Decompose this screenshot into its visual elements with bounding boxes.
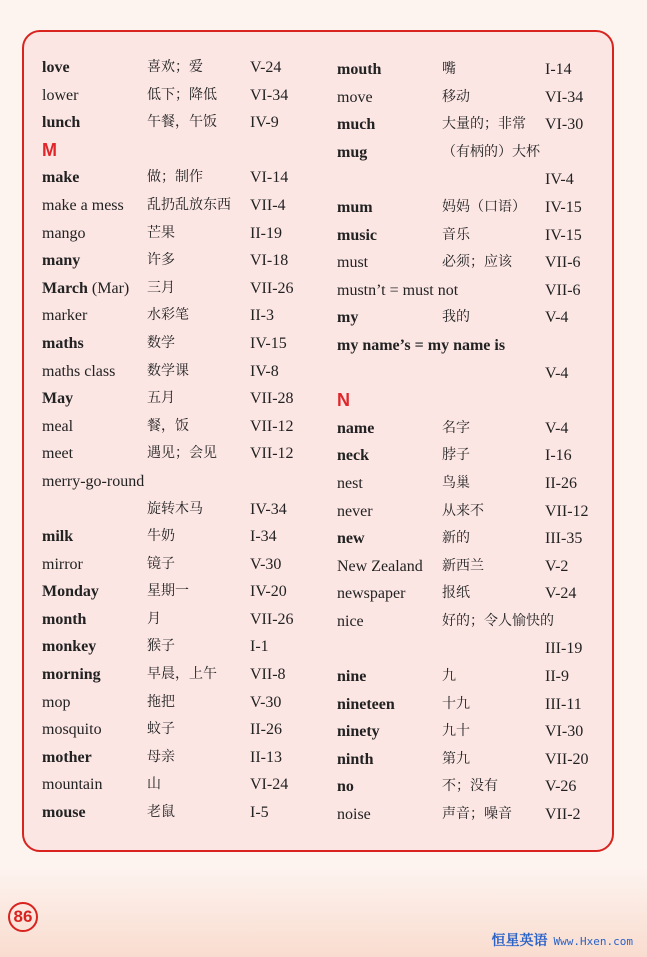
entry-chinese: （有柄的）大杯	[442, 143, 540, 160]
entry-word	[42, 551, 83, 579]
glossary-entry	[42, 496, 332, 524]
glossary-entry	[42, 744, 332, 772]
glossary-entry	[337, 194, 617, 222]
glossary-entry	[42, 330, 332, 358]
page-number: 86	[8, 902, 38, 932]
glossary-entry	[337, 442, 617, 470]
entry-word	[42, 523, 73, 551]
entry-word	[42, 468, 144, 496]
entry-word-text: neck	[337, 447, 369, 465]
entry-chinese: 旋转木马	[147, 500, 203, 517]
entry-unit-ref: IV-15	[545, 198, 582, 216]
glossary-entry	[42, 689, 332, 717]
entry-chinese: 第九	[442, 750, 470, 767]
entry-unit-ref: VII-12	[545, 502, 589, 520]
entry-chinese: 低下；降低	[147, 86, 217, 103]
glossary-entry	[42, 771, 332, 799]
entry-unit-ref: VII-12	[250, 445, 294, 463]
entry-unit-ref: VII-26	[250, 610, 294, 628]
entry-word-text: must	[337, 254, 369, 272]
entry-word-text: meet	[42, 445, 74, 463]
entry-word-text: my	[337, 309, 359, 327]
glossary-entry	[337, 525, 617, 553]
glossary-entry	[42, 275, 332, 303]
entry-word	[42, 440, 73, 468]
entry-word	[337, 249, 368, 277]
entry-unit-ref: I-1	[250, 638, 269, 656]
glossary-entry	[42, 661, 332, 689]
entry-word-text: no	[337, 778, 354, 796]
glossary-entry	[42, 385, 332, 413]
entry-unit-ref: V-24	[250, 59, 282, 76]
entry-word-text: marker	[42, 307, 88, 325]
entry-word-text: maths	[42, 334, 84, 352]
entry-word-text: May	[42, 390, 74, 408]
entry-chinese: 大量的；非常	[442, 116, 526, 133]
glossary-entry	[337, 222, 617, 250]
entry-word	[337, 222, 377, 250]
entry-word-text: mosquito	[42, 721, 102, 739]
glossary-entry	[337, 498, 617, 526]
glossary-entry	[42, 54, 332, 82]
entry-word-text: mustn’t = must not	[337, 281, 459, 299]
entry-unit-ref: V-24	[545, 585, 577, 603]
entry-word-text: many	[42, 252, 81, 270]
entry-chinese: 蚊子	[147, 721, 175, 738]
glossary-entry	[42, 358, 332, 386]
entry-chinese: 不；没有	[442, 778, 498, 795]
entry-chinese: 声音；噪音	[442, 806, 512, 823]
entry-word-text: Monday	[42, 583, 99, 601]
entry-chinese: 喜欢；爱	[147, 59, 203, 75]
entry-word-text: mouse	[42, 804, 86, 822]
entry-word-text: make a mess	[42, 196, 124, 214]
entry-word-text: nine	[337, 668, 367, 686]
entry-word	[337, 56, 381, 84]
glossary-entry	[337, 718, 617, 746]
entry-word-text: mountain	[42, 776, 103, 794]
glossary-entry	[42, 413, 332, 441]
entry-unit-ref: III-19	[545, 640, 583, 658]
glossary-entry	[337, 360, 617, 388]
entry-word	[337, 608, 364, 636]
section-letter-row	[42, 137, 332, 165]
entry-word	[337, 442, 369, 470]
glossary-entry	[42, 633, 332, 661]
entry-word	[42, 413, 73, 441]
entry-word-text: nice	[337, 612, 364, 630]
entry-word-text: mop	[42, 693, 71, 711]
entry-word-text: March	[42, 279, 88, 297]
entry-word	[42, 744, 92, 772]
entry-word-text: much	[337, 116, 376, 134]
entry-word	[42, 633, 96, 661]
entry-word-text: name	[337, 419, 375, 437]
entry-word	[42, 192, 124, 220]
entry-word-text: merry-go-round	[42, 472, 145, 490]
entry-chinese: 镜子	[147, 555, 175, 572]
glossary-entry	[42, 551, 332, 579]
entry-unit-ref: VII-2	[545, 806, 581, 824]
entry-chinese: 芒果	[147, 224, 175, 241]
entry-word	[337, 663, 366, 691]
glossary-entry	[42, 468, 332, 496]
entry-word	[42, 220, 86, 248]
entry-word	[42, 606, 86, 634]
entry-unit-ref: VI-34	[545, 88, 584, 106]
entry-abbrev: (Mar)	[87, 279, 130, 297]
entry-chinese: 鸟巢	[442, 474, 470, 491]
entry-chinese: 十九	[442, 695, 470, 712]
glossary-entry	[337, 139, 617, 167]
entry-chinese: 九	[442, 668, 456, 685]
watermark-brand: 恒星英语	[491, 933, 548, 949]
entry-word	[42, 771, 102, 799]
glossary-entry	[337, 773, 617, 801]
entry-word-text: mug	[337, 143, 368, 161]
entry-unit-ref: VI-24	[250, 776, 289, 794]
entry-word	[337, 746, 373, 774]
entry-chinese: 月	[147, 610, 161, 627]
glossary-entry	[337, 277, 617, 305]
entry-unit-ref: IV-34	[250, 500, 287, 518]
glossary-entry	[337, 608, 617, 636]
entry-word-text: new	[337, 530, 365, 548]
entry-word-text: lunch	[42, 114, 81, 132]
entry-chinese: 猴子	[147, 638, 175, 655]
entry-word	[42, 275, 129, 303]
glossary-entry	[337, 304, 617, 332]
entry-unit-ref: I-16	[545, 447, 572, 465]
entry-word-text: nest	[337, 474, 363, 492]
entry-word-text: meal	[42, 417, 74, 435]
entry-chinese: 三月	[147, 279, 175, 296]
entry-word	[337, 801, 371, 829]
entry-unit-ref: V-4	[545, 309, 569, 327]
entry-chinese: 脖子	[442, 447, 470, 464]
entry-chinese: 星期一	[147, 583, 189, 600]
entry-unit-ref: II-3	[250, 307, 274, 325]
entry-unit-ref: II-13	[250, 748, 282, 766]
glossary-entry	[42, 220, 332, 248]
entry-chinese: 做；制作	[147, 169, 203, 186]
entry-word	[337, 111, 375, 139]
entry-unit-ref: VI-34	[250, 86, 289, 104]
entry-unit-ref: II-9	[545, 668, 569, 686]
entry-unit-ref: IV-8	[250, 362, 279, 380]
glossary-entry	[337, 663, 617, 691]
entry-word	[42, 661, 101, 689]
entry-unit-ref: IV-9	[250, 114, 279, 132]
entry-word	[337, 415, 374, 443]
glossary-entry	[337, 249, 617, 277]
entry-word	[42, 578, 99, 606]
entry-unit-ref: VII-4	[250, 196, 286, 214]
entry-word-text: month	[42, 610, 87, 628]
entry-unit-ref: VII-20	[545, 750, 589, 768]
entry-unit-ref: IV-20	[250, 583, 287, 601]
entry-chinese: 数学	[147, 334, 175, 351]
entry-word	[42, 689, 70, 717]
entry-word-text: move	[337, 88, 373, 106]
entry-chinese: 我的	[442, 309, 470, 326]
glossary-entry	[42, 523, 332, 551]
entry-chinese: 五月	[147, 390, 175, 407]
entry-word-text: never	[337, 502, 373, 520]
entry-chinese: 拖把	[147, 693, 175, 710]
entry-word	[42, 302, 87, 330]
entry-word-text: mum	[337, 198, 373, 216]
entry-unit-ref: III-11	[545, 695, 582, 713]
entry-word-text: mouth	[337, 61, 382, 78]
watermark	[492, 930, 633, 950]
entry-unit-ref: III-35	[545, 530, 583, 548]
glossary-entry	[42, 716, 332, 744]
entry-word-text: music	[337, 226, 377, 244]
entry-chinese: 山	[147, 776, 161, 793]
entry-unit-ref: II-26	[250, 721, 282, 739]
glossary-entry	[42, 247, 332, 275]
entry-unit-ref: VI-30	[545, 116, 584, 134]
entry-word	[42, 82, 78, 110]
entry-unit-ref: I-34	[250, 528, 277, 546]
entry-word-text: make	[42, 169, 80, 187]
glossary-entry	[42, 302, 332, 330]
entry-word	[337, 718, 380, 746]
glossary-entry	[337, 415, 617, 443]
entry-chinese: 牛奶	[147, 528, 175, 545]
entry-chinese: 新西兰	[442, 557, 484, 574]
left-column	[42, 54, 332, 827]
entry-chinese: 从来不	[442, 502, 484, 519]
glossary-entry	[337, 470, 617, 498]
entry-word-text: monkey	[42, 638, 97, 656]
entry-unit-ref: VII-26	[250, 279, 294, 297]
entry-word	[42, 330, 84, 358]
glossary-entry	[337, 691, 617, 719]
entry-word	[337, 580, 405, 608]
entry-unit-ref: VI-18	[250, 252, 289, 270]
entry-word	[42, 247, 80, 275]
right-column	[337, 56, 617, 829]
entry-unit-ref: V-30	[250, 555, 282, 573]
glossary-entry	[42, 799, 332, 827]
glossary-entry	[337, 746, 617, 774]
glossary-entry	[42, 82, 332, 110]
entry-unit-ref: I-5	[250, 804, 269, 822]
entry-chinese: 好的；令人愉快的	[442, 612, 554, 629]
glossary-entry	[337, 166, 617, 194]
entry-word	[337, 470, 363, 498]
entry-word-text: milk	[42, 528, 74, 546]
glossary-entry	[42, 192, 332, 220]
section-letter: M	[42, 139, 57, 160]
entry-unit-ref: V-4	[545, 364, 569, 382]
entry-chinese: 新的	[442, 530, 470, 547]
entry-chinese: 老鼠	[147, 804, 175, 821]
glossary-entry	[337, 635, 617, 663]
entry-chinese: 嘴	[442, 61, 456, 77]
entry-word-text: lower	[42, 86, 79, 104]
entry-unit-ref: IV-15	[545, 226, 582, 244]
entry-unit-ref: VI-30	[545, 723, 584, 741]
entry-word	[337, 304, 358, 332]
glossary-entry	[42, 109, 332, 137]
entry-word-text: love	[42, 59, 70, 76]
entry-unit-ref: VII-28	[250, 390, 294, 408]
entry-unit-ref: V-26	[545, 778, 577, 796]
entry-unit-ref: V-4	[545, 419, 569, 437]
entry-word	[42, 716, 102, 744]
entry-word	[337, 139, 367, 167]
entry-word-text: noise	[337, 806, 371, 824]
entry-chinese: 移动	[442, 88, 470, 105]
entry-word	[337, 332, 505, 360]
entry-chinese: 音乐	[442, 226, 470, 243]
entry-unit-ref: VI-14	[250, 169, 289, 187]
entry-word-text: newspaper	[337, 585, 406, 603]
entry-word-text: ninth	[337, 750, 374, 768]
entry-unit-ref: VII-6	[545, 281, 581, 299]
entry-word-text: maths class	[42, 362, 116, 380]
entry-chinese: 许多	[147, 252, 175, 269]
entry-word	[337, 194, 373, 222]
entry-unit-ref: V-30	[250, 693, 282, 711]
entry-chinese: 遇见；会见	[147, 445, 217, 462]
entry-word-text: mango	[42, 224, 86, 242]
glossary-entry	[42, 440, 332, 468]
glossary-entry	[337, 332, 617, 360]
entry-chinese: 报纸	[442, 585, 470, 602]
entry-unit-ref: V-2	[545, 557, 569, 575]
entry-chinese: 午餐，午饭	[147, 114, 217, 131]
entry-chinese: 水彩笔	[147, 307, 189, 324]
entry-chinese: 乱扔乱放东西	[147, 196, 231, 213]
entry-word	[337, 773, 354, 801]
section-letter-row	[337, 387, 617, 415]
entry-word	[42, 109, 80, 137]
entry-word	[337, 525, 365, 553]
entry-chinese: 九十	[442, 723, 470, 740]
entry-word-text: nineteen	[337, 695, 395, 713]
entry-unit-ref: VII-12	[250, 417, 294, 435]
glossary-entry	[42, 164, 332, 192]
glossary-entry	[42, 578, 332, 606]
glossary-entry	[42, 606, 332, 634]
entry-chinese: 名字	[442, 419, 470, 436]
glossary-panel	[22, 30, 614, 852]
entry-word	[42, 799, 86, 827]
glossary-entry	[337, 801, 617, 829]
entry-word	[337, 691, 395, 719]
entry-chinese: 妈妈（口语）	[442, 198, 526, 215]
entry-word-text: ninety	[337, 723, 380, 741]
entry-unit-ref: VII-6	[545, 254, 581, 272]
entry-word	[42, 164, 79, 192]
watermark-url: Www.Hxen.com	[553, 935, 633, 948]
entry-word	[337, 553, 423, 581]
entry-unit-ref: I-14	[545, 61, 572, 78]
entry-word-text: mirror	[42, 555, 83, 573]
entry-word-text: my name’s = my name is	[337, 336, 506, 354]
glossary-entry	[337, 553, 617, 581]
entry-word	[42, 54, 70, 82]
entry-unit-ref: VII-8	[250, 666, 286, 684]
glossary-entry	[337, 84, 617, 112]
entry-chinese: 早晨，上午	[147, 666, 217, 683]
entry-unit-ref: IV-4	[545, 171, 574, 189]
entry-word	[337, 498, 373, 526]
entry-chinese: 母亲	[147, 748, 175, 765]
entry-word	[337, 277, 458, 305]
entry-word	[337, 84, 373, 112]
entry-unit-ref: II-19	[250, 224, 282, 242]
entry-word-text: mother	[42, 748, 92, 766]
entry-word	[42, 385, 73, 413]
entry-chinese: 餐，饭	[147, 417, 189, 434]
entry-word-text: New Zealand	[337, 557, 423, 575]
glossary-entry	[337, 580, 617, 608]
section-letter: N	[337, 390, 350, 411]
entry-chinese: 数学课	[147, 362, 189, 379]
entry-chinese: 必须；应该	[442, 254, 512, 271]
entry-word-text: morning	[42, 666, 101, 684]
glossary-entry	[337, 56, 617, 84]
entry-word	[42, 358, 115, 386]
entry-unit-ref: II-26	[545, 474, 577, 492]
entry-unit-ref: IV-15	[250, 334, 287, 352]
glossary-entry	[337, 111, 617, 139]
